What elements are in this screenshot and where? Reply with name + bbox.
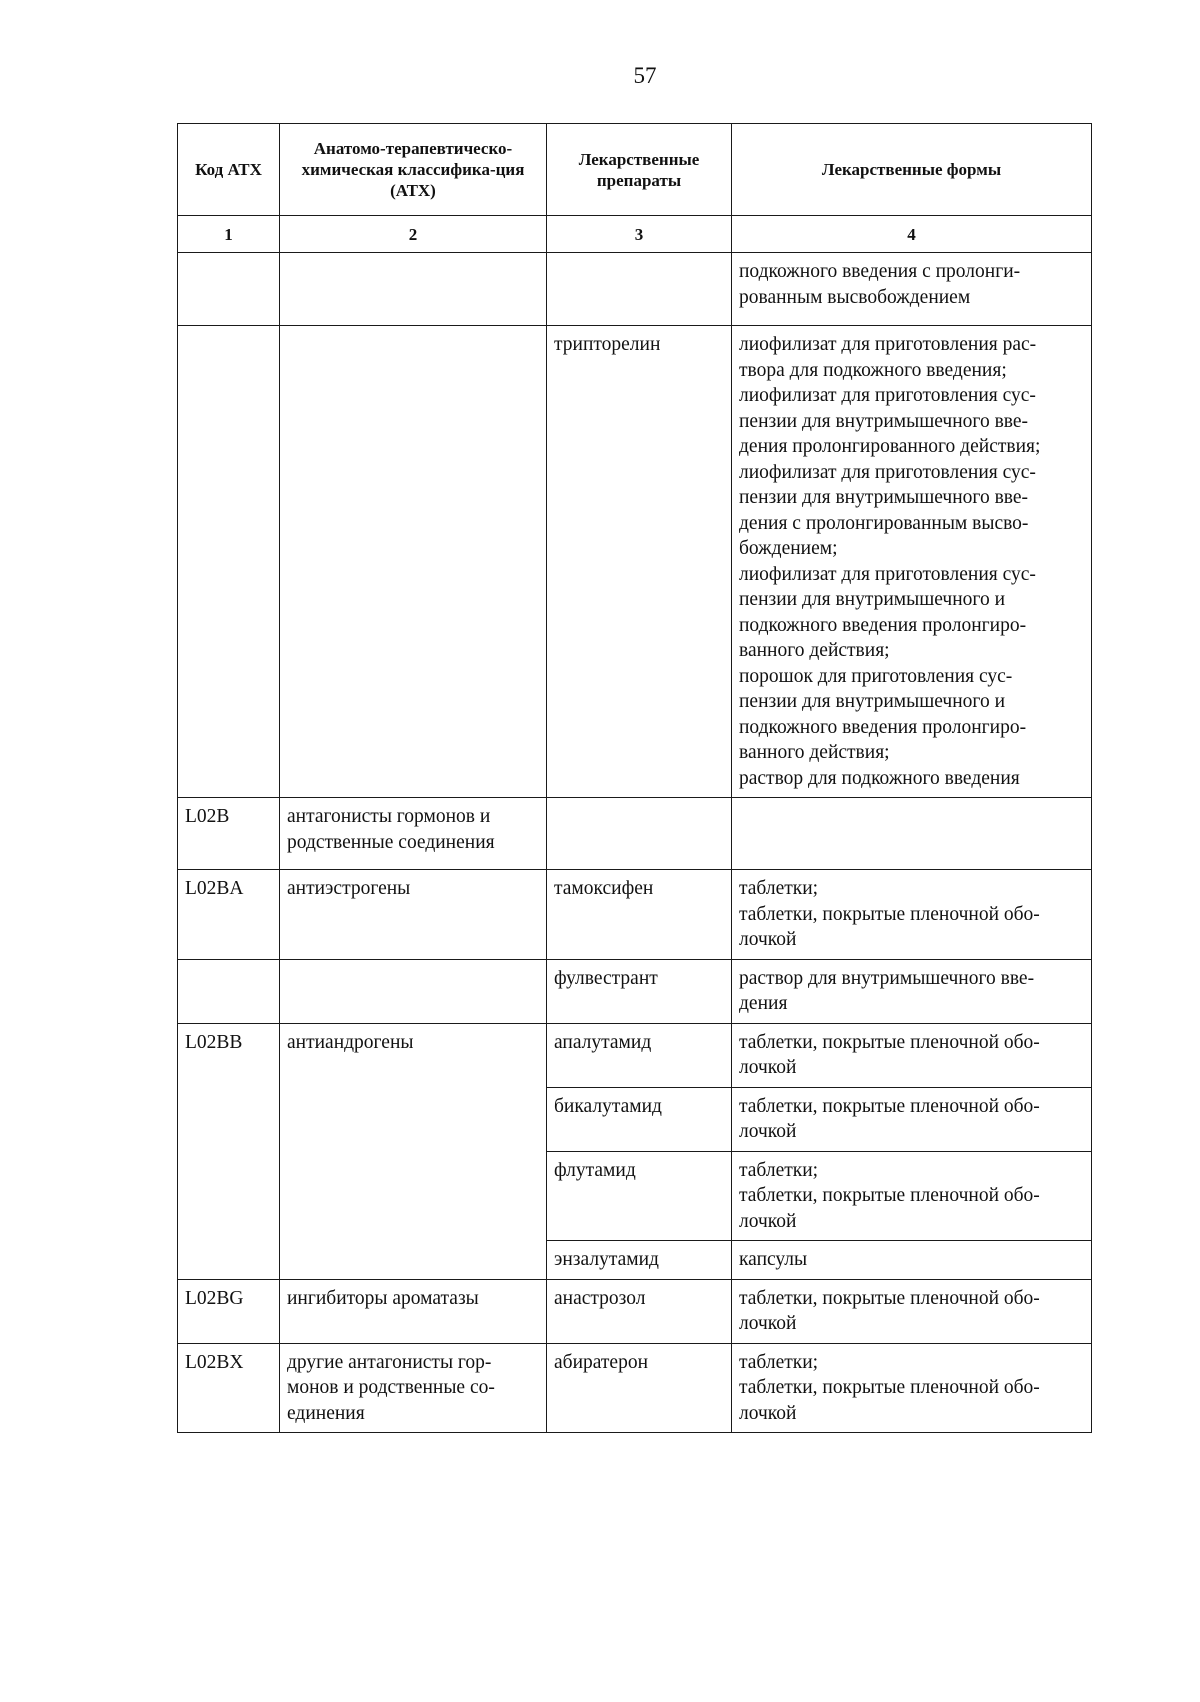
atx-table	[177, 123, 1092, 1433]
cell-drug: абиратерон	[547, 1343, 732, 1433]
cell-classification	[280, 326, 547, 798]
table-row	[178, 253, 1092, 326]
cell-forms: таблетки; таблетки, покрытые пленочной обо- лочкой	[732, 1343, 1092, 1433]
cell-code: L02B	[178, 798, 280, 870]
cell-forms: таблетки, покрытые пленочной обо- лочкой	[732, 1023, 1092, 1087]
cell-forms: таблетки, покрытые пленочной обо- лочкой	[732, 1279, 1092, 1343]
header-drugs: Лекарственные препараты	[547, 124, 732, 216]
column-number: 1	[178, 216, 280, 253]
table-row	[178, 1279, 1092, 1343]
table-row	[178, 959, 1092, 1023]
cell-forms: раствор для внутримышечного вве- дения	[732, 959, 1092, 1023]
cell-classification: антиандрогены	[280, 1023, 547, 1279]
column-number: 3	[547, 216, 732, 253]
cell-forms: капсулы	[732, 1241, 1092, 1280]
cell-forms: подкожного введения с пролонги- рованным высвобождением	[732, 253, 1092, 326]
cell-drug	[547, 253, 732, 326]
cell-classification	[280, 253, 547, 326]
column-number-row	[178, 216, 1092, 253]
page-number: 57	[633, 63, 657, 88]
cell-classification: ингибиторы ароматазы	[280, 1279, 547, 1343]
cell-drug: трипторелин	[547, 326, 732, 798]
table-row	[178, 1343, 1092, 1433]
cell-drug	[547, 798, 732, 870]
header-row	[178, 124, 1092, 216]
cell-drug: энзалутамид	[547, 1241, 732, 1280]
cell-code	[178, 253, 280, 326]
cell-drug: апалутамид	[547, 1023, 732, 1087]
cell-classification: антагонисты гормонов и родственные соединения	[280, 798, 547, 870]
cell-classification: другие антагонисты гор- монов и родственные со- единения	[280, 1343, 547, 1433]
cell-forms: таблетки; таблетки, покрытые пленочной обо- лочкой	[732, 870, 1092, 960]
cell-code: L02BA	[178, 870, 280, 960]
column-number: 2	[280, 216, 547, 253]
cell-drug: флутамид	[547, 1151, 732, 1241]
table-row	[178, 326, 1092, 798]
header-classification: Анатомо-терапевтическо-химическая классифика-ция (АТХ)	[280, 124, 547, 216]
cell-drug: тамоксифен	[547, 870, 732, 960]
cell-forms: лиофилизат для приготовления рас- твора для подкожного введения; лиофилизат для приготовления сус- пензии для внутримышечного вве- дения пролонгированного действия; лиофилизат для приготовления сус- пензии для внутримышечного вве- дения с пролонгированным высво- бождением; лиофилизат для приготовления сус- пензии для внутримышечного и подкожного введения пролонгиро- ванного действия; порошок для приготовления сус- пензии для внутримышечного и подкожного введения пролонгиро- ванного действия; раствор для подкожного введения	[732, 326, 1092, 798]
cell-drug: фулвестрант	[547, 959, 732, 1023]
cell-classification	[280, 959, 547, 1023]
table-row	[178, 870, 1092, 960]
cell-forms	[732, 798, 1092, 870]
cell-classification: антиэстрогены	[280, 870, 547, 960]
column-number: 4	[732, 216, 1092, 253]
table-row	[178, 798, 1092, 870]
cell-code	[178, 326, 280, 798]
cell-code	[178, 959, 280, 1023]
cell-drug: бикалутамид	[547, 1087, 732, 1151]
cell-forms: таблетки; таблетки, покрытые пленочной обо- лочкой	[732, 1151, 1092, 1241]
cell-code: L02BB	[178, 1023, 280, 1279]
cell-code: L02BG	[178, 1279, 280, 1343]
header-forms: Лекарственные формы	[732, 124, 1092, 216]
table-row	[178, 1023, 1092, 1087]
header-code: Код АТХ	[178, 124, 280, 216]
cell-code: L02BX	[178, 1343, 280, 1433]
cell-drug: анастрозол	[547, 1279, 732, 1343]
cell-forms: таблетки, покрытые пленочной обо- лочкой	[732, 1087, 1092, 1151]
